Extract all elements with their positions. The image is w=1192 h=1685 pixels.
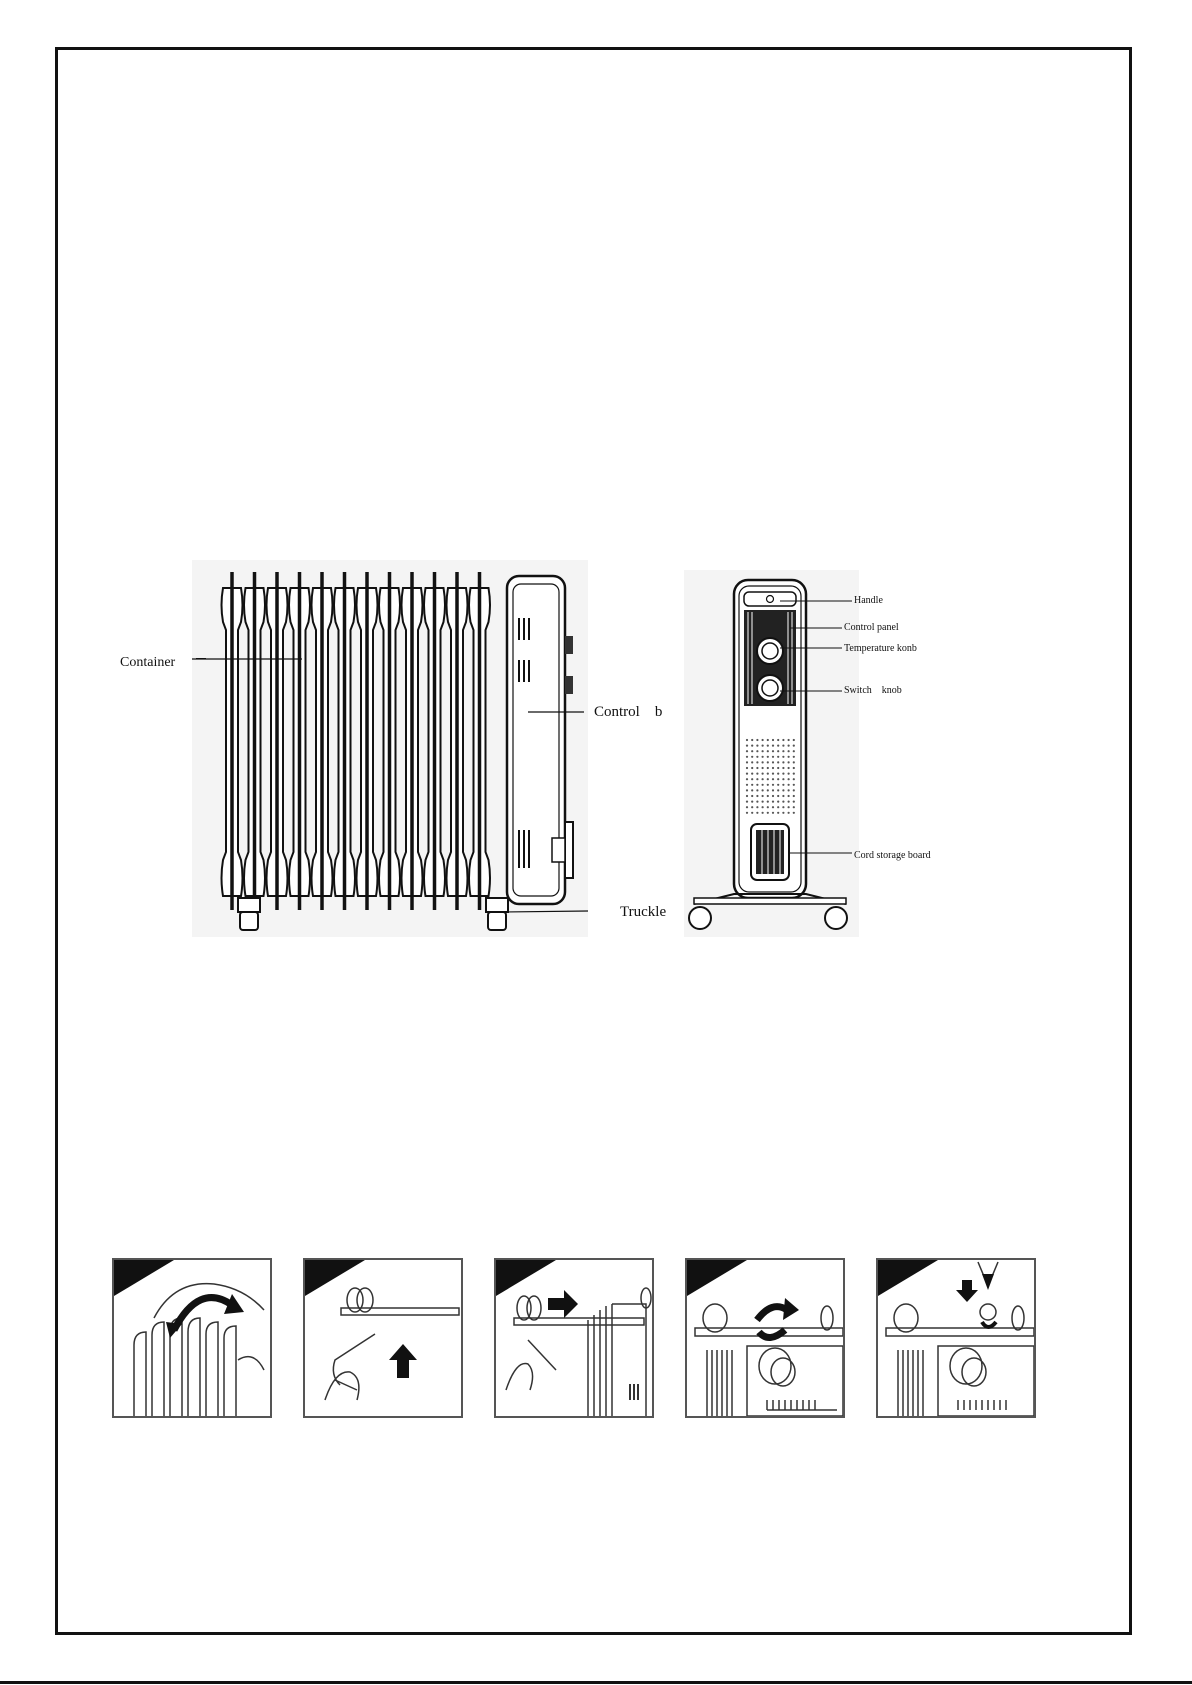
vent-dot (777, 773, 779, 775)
label-temperature-knob: Temperature konb (844, 643, 917, 654)
label-switch-knob: Switch knob (844, 685, 902, 696)
vent-dot (777, 795, 779, 797)
label-truckle: Truckle (620, 904, 667, 920)
vent-dot (762, 812, 764, 814)
vent-dot (772, 761, 774, 763)
vent-dot (751, 756, 753, 758)
vent-dot (762, 756, 764, 758)
vent-dot (762, 795, 764, 797)
vent-dot (772, 812, 774, 814)
vent-dot (777, 739, 779, 741)
vent-dot (756, 756, 758, 758)
vent-dot (746, 739, 748, 741)
vent-dot (746, 750, 748, 752)
container-leader (196, 658, 206, 659)
vent-dot (746, 784, 748, 786)
vent-dot (751, 773, 753, 775)
vent-dot (751, 778, 753, 780)
vent-dot (772, 745, 774, 747)
vent-dot (756, 739, 758, 741)
vent-dot (767, 767, 769, 769)
vent-dot (767, 756, 769, 758)
vent-dot (746, 812, 748, 814)
vent-dot (756, 773, 758, 775)
vent-dot (767, 750, 769, 752)
vent-dot (751, 750, 753, 752)
vent-dot (772, 795, 774, 797)
vent-dot (746, 795, 748, 797)
vent-dot (762, 778, 764, 780)
label-handle: Handle (854, 595, 883, 606)
vent-dot (751, 739, 753, 741)
vent-dot (762, 801, 764, 803)
label-cord-storage: Cord storage board (854, 850, 931, 861)
vent-dot (767, 812, 769, 814)
vent-dot (746, 806, 748, 808)
vent-dot (767, 789, 769, 791)
vent-dot (746, 789, 748, 791)
vent-dot (751, 795, 753, 797)
vent-dot (756, 789, 758, 791)
vent-dot (767, 761, 769, 763)
vent-dot (756, 806, 758, 808)
label-control-panel: Control panel (844, 622, 899, 633)
vent-dot (767, 784, 769, 786)
vent-dot (772, 773, 774, 775)
vent-dot (772, 784, 774, 786)
vent-dot (751, 801, 753, 803)
assembly-step-2 (303, 1258, 463, 1418)
vent-dot (777, 806, 779, 808)
vent-dot (772, 789, 774, 791)
vent-dot (767, 795, 769, 797)
vent-dot (751, 812, 753, 814)
assembly-step-3 (494, 1258, 654, 1418)
vent-dot (767, 739, 769, 741)
vent-dot (762, 784, 764, 786)
vent-dot (772, 750, 774, 752)
vent-dot (767, 773, 769, 775)
vent-dot (772, 739, 774, 741)
vent-dot (746, 773, 748, 775)
side-view-diagram (192, 560, 588, 937)
vent-dot (746, 761, 748, 763)
vent-dot (756, 784, 758, 786)
vent-dot (762, 739, 764, 741)
vent-dot (756, 795, 758, 797)
vent-dot (751, 767, 753, 769)
vent-dot (777, 778, 779, 780)
vent-dot (751, 806, 753, 808)
vent-dot (751, 784, 753, 786)
vent-dot (762, 806, 764, 808)
vent-dot (772, 767, 774, 769)
vent-dot (746, 756, 748, 758)
vent-dot (746, 801, 748, 803)
vent-dot (777, 812, 779, 814)
vent-dot (756, 812, 758, 814)
vent-dot (777, 761, 779, 763)
vent-dot (762, 767, 764, 769)
vent-dot (767, 806, 769, 808)
vent-dot (777, 801, 779, 803)
vent-dot (756, 761, 758, 763)
vent-dot (756, 750, 758, 752)
vent-dot (751, 789, 753, 791)
vent-dot (756, 801, 758, 803)
label-control-box: Control b (594, 704, 663, 720)
down-arrow-icon (956, 1280, 978, 1302)
assembly-step-5 (876, 1258, 1036, 1418)
vent-dot (751, 745, 753, 747)
vent-dot (751, 761, 753, 763)
right-arrow-icon (548, 1290, 578, 1318)
vent-dot (762, 745, 764, 747)
vent-dot (772, 778, 774, 780)
rotate-arrow-icon (757, 1298, 799, 1338)
assembly-step-4 (685, 1258, 845, 1418)
vent-dot (762, 750, 764, 752)
vent-dot (762, 761, 764, 763)
vent-dot (756, 745, 758, 747)
vent-dot (762, 789, 764, 791)
vent-dot (746, 745, 748, 747)
vent-dot (777, 789, 779, 791)
vent-dot (777, 767, 779, 769)
vent-dot (777, 756, 779, 758)
vent-dot (767, 745, 769, 747)
page-bottom-rule (0, 1681, 1192, 1684)
vent-dot (762, 773, 764, 775)
vent-dot (746, 778, 748, 780)
vent-dot (772, 806, 774, 808)
up-arrow-icon (389, 1344, 417, 1378)
vent-dot (777, 784, 779, 786)
vent-dot (777, 750, 779, 752)
vent-dot (756, 767, 758, 769)
vent-dot (767, 778, 769, 780)
label-container: Container (120, 655, 176, 670)
vent-dot (767, 801, 769, 803)
assembly-step-1 (112, 1258, 272, 1418)
vent-dot (772, 801, 774, 803)
vent-dot (756, 778, 758, 780)
vent-dot (777, 745, 779, 747)
vent-dot (746, 767, 748, 769)
vent-dot (772, 756, 774, 758)
